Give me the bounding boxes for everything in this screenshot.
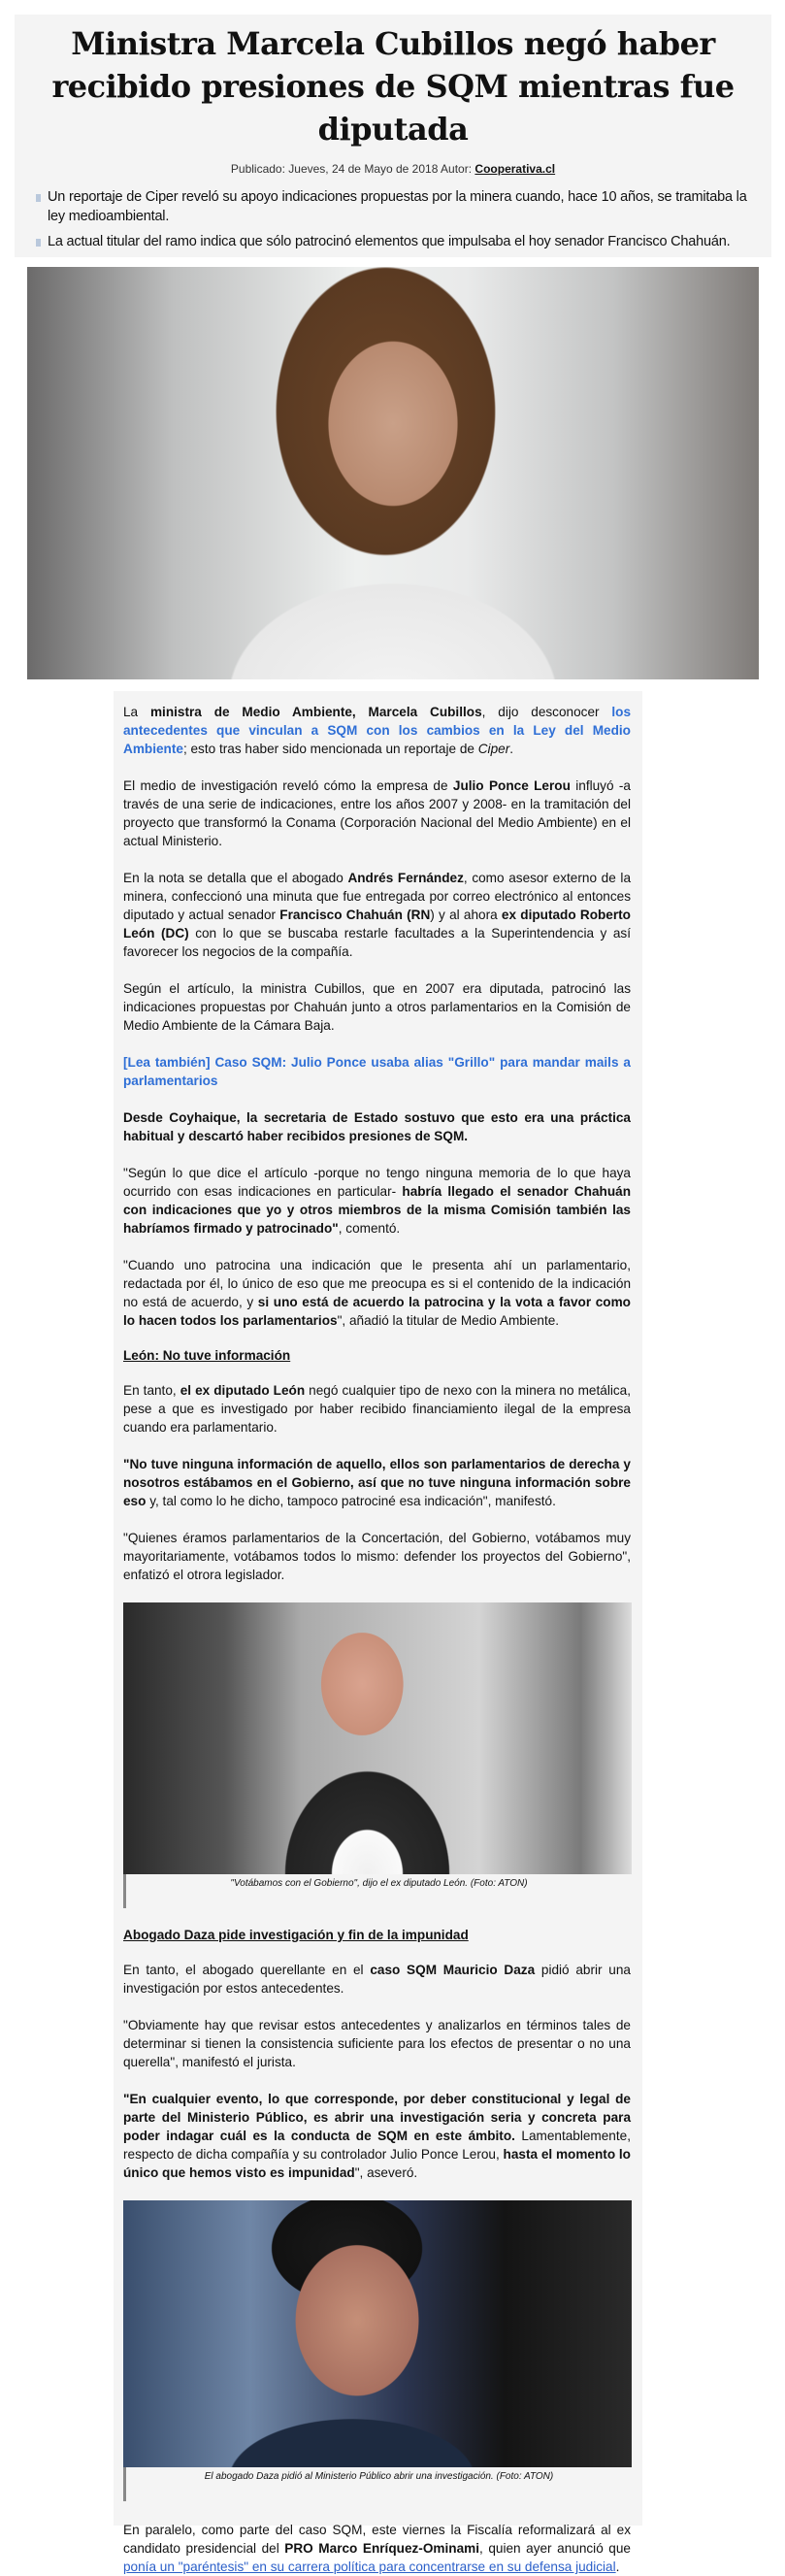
text: , quien ayer anunció que bbox=[479, 2541, 631, 2556]
summary-bullet: Un reportaje de Ciper reveló su apoyo indicaciones propuestas por la minera cuando, hace 10 años, se tramitaba la ley medioambiental. bbox=[36, 187, 752, 226]
bold-text: el ex diputado León bbox=[180, 1383, 306, 1398]
text: influyó -a través de una serie de indicaciones, entre los años 2007 y 2008- en la tramitación del proyecto que transformó la Conama (Corporación Nacional del Medio Ambiente) en el actual Ministerio. bbox=[123, 778, 631, 848]
author-link[interactable]: Cooperativa.cl bbox=[474, 162, 556, 176]
paragraph bbox=[123, 1381, 631, 1437]
section-subheading: León: No tuve información bbox=[123, 1348, 291, 1363]
text: , comentó. bbox=[338, 1221, 401, 1236]
photo-caption: "Votábamos con el Gobierno", dijo el ex diputado León. (Foto: ATON) bbox=[230, 1878, 528, 1889]
paragraph bbox=[123, 1164, 631, 1238]
paragraph bbox=[123, 1529, 631, 1584]
summary-bullet: La actual titular del ramo indica que sólo patrocinó elementos que impulsaba el hoy senador Francisco Chahuán. bbox=[36, 232, 752, 251]
bold-text: caso SQM Mauricio Daza bbox=[370, 1963, 536, 1977]
text: "Obviamente hay que revisar estos antecedentes y analizarlos en términos tales de determinar si tienen la consistencia suficiente para los efectos de presentar o no una querella", manifestó el jurista. bbox=[123, 2018, 631, 2069]
bold-text: "En cualquier evento, lo que corresponde, por deber constitucional y legal de parte del Ministerio Público, es abrir una investigación seria y concreta para poder indagar cuál es la conducta de SQM en este ámbito. bbox=[123, 2092, 631, 2143]
text: . bbox=[509, 742, 513, 756]
text: El medio de investigación reveló cómo la empresa de bbox=[123, 778, 453, 793]
text: La bbox=[123, 705, 150, 719]
bold-text: hasta el momento lo único que hemos visto es impunidad bbox=[123, 2147, 631, 2180]
text: En tanto, bbox=[123, 1383, 180, 1398]
article-meta bbox=[15, 162, 771, 176]
bold-text: ex diputado Roberto León (DC) bbox=[123, 908, 631, 941]
text: , dijo desconocer bbox=[481, 705, 612, 719]
figure bbox=[123, 2200, 632, 2501]
section-subheading: Abogado Daza pide investigación y fin de la impunidad bbox=[123, 1928, 469, 1942]
paragraph bbox=[123, 869, 631, 961]
text: ; esto tras haber sido mencionada un reportaje de bbox=[182, 742, 478, 756]
paragraph bbox=[123, 1108, 631, 1145]
article-link[interactable]: ponía un "paréntesis" en su carrera política para concentrarse en su defensa judicial bbox=[123, 2559, 616, 2574]
paragraph bbox=[123, 1256, 631, 1330]
paragraph bbox=[123, 2090, 631, 2182]
photo-caption: El abogado Daza pidió al Ministerio Público abrir una investigación. (Foto: ATON) bbox=[204, 2471, 554, 2482]
text: ", aseveró. bbox=[354, 2165, 418, 2180]
photo-leon bbox=[123, 1602, 632, 1874]
text: ", añadió la titular de Medio Ambiente. bbox=[337, 1313, 560, 1328]
article-link[interactable]: los antecedentes que vinculan a SQM con los cambios en la Ley del Medio Ambiente bbox=[123, 705, 632, 756]
text: En la nota se detalla que el abogado bbox=[123, 871, 348, 885]
bold-text: Francisco Chahuán (RN bbox=[279, 908, 431, 922]
paragraph bbox=[123, 776, 631, 850]
text: "Quienes éramos parlamentarios de la Concertación, del Gobierno, votábamos muy mayoritariamente, votábamos todos lo mismo: defender los proyectos del Gobierno", enfatizó el otrora legislador. bbox=[123, 1531, 631, 1582]
text: y, tal como lo he dicho, tampoco patrociné esa indicación", manifestó. bbox=[146, 1494, 556, 1508]
bold-text: si uno está de acuerdo la patrocina y la vota a favor como lo hacen todos los parlamentarios bbox=[123, 1295, 631, 1328]
text: pidió abrir una investigación por estos antecedentes. bbox=[123, 1963, 631, 1996]
article-body bbox=[114, 691, 642, 2574]
text: En paralelo, como parte del caso SQM, este viernes la Fiscalía reformalizará al ex candidato presidencial del bbox=[123, 2523, 631, 2556]
text: . bbox=[615, 2559, 620, 2574]
paragraph bbox=[123, 2521, 631, 2576]
bold-text: ministra de Medio Ambiente, Marcela Cubillos bbox=[149, 705, 482, 719]
paragraph bbox=[123, 1961, 631, 1998]
paragraph bbox=[123, 2016, 631, 2071]
bold-text: habría llegado el senador Chahuán con indicaciones que yo y otros miembros de la misma Comisión también las habríamos firmado y patrocinado" bbox=[123, 1184, 631, 1236]
text: En tanto, el abogado querellante en el bbox=[123, 1963, 371, 1977]
text: "Cuando uno patrocina una indicación que le presenta ahí un parlamentario, redactada por él, lo único de eso que me preocupa es si el contenido de la indicación no está de acuerdo, y bbox=[123, 1258, 631, 1309]
bold-text: Andrés Fernández bbox=[347, 871, 464, 885]
text: ) y al ahora bbox=[430, 908, 502, 922]
summary-bullets bbox=[36, 187, 752, 251]
article-link[interactable]: [Lea también] Caso SQM: Julio Ponce usaba alias "Grillo" para mandar mails a parlamentarios bbox=[123, 1055, 631, 1088]
bold-text: Julio Ponce Lerou bbox=[452, 778, 571, 793]
paragraph bbox=[123, 1455, 631, 1510]
text: Lamentablemente, respecto de dicha compañía y su controlador Julio Ponce Lerou, bbox=[123, 2129, 631, 2162]
published-label: Publicado: Jueves, 24 de Mayo de 2018 Autor: bbox=[230, 162, 475, 176]
hero-photo-cubillos bbox=[27, 267, 759, 679]
figure bbox=[123, 1602, 632, 1908]
text: con lo que se buscaba restarle facultades a la Superintendencia y así favorecer los negocios de la compañía. bbox=[123, 926, 632, 959]
article-header bbox=[15, 15, 771, 257]
bold-text: Desde Coyhaique, la secretaria de Estado sostuvo que esto era una práctica habitual y descartó haber recibidos presiones de SQM. bbox=[123, 1110, 631, 1143]
article-title: Ministra Marcela Cubillos negó haber recibido presiones de SQM mientras fue diputada bbox=[51, 25, 735, 148]
paragraph bbox=[123, 1053, 631, 1090]
text: negó cualquier tipo de nexo con la minera no metálica, pese a que es investigado por haber recibido financiamiento ilegal de la empresa cuando era parlamentario. bbox=[123, 1383, 631, 1435]
bold-text: PRO Marco Enríquez-Ominami bbox=[284, 2541, 479, 2556]
bold-text: "No tuve ninguna información de aquello, ellos son parlamentarios de derecha y nosotros estábamos en el Gobierno, así que no tuve ninguna información sobre eso bbox=[123, 1457, 631, 1508]
photo-daza bbox=[123, 2200, 632, 2467]
text: Según el artículo, la ministra Cubillos, que en 2007 era diputada, patrocinó las indicaciones propuestas por Chahuán junto a otros parlamentarios en la Comisión de Medio Ambiente de la Cámara Baja. bbox=[123, 981, 631, 1033]
paragraph bbox=[123, 703, 631, 758]
text: "Según lo que dice el artículo -porque no tengo ninguna memoria de lo que haya ocurrido con esas indicaciones en particular- bbox=[123, 1166, 631, 1199]
paragraph bbox=[123, 979, 631, 1035]
text: , como asesor externo de la minera, confeccionó una minuta que fue entregada por correo electrónico al entonces diputado y actual senador bbox=[123, 871, 631, 922]
text: Ciper bbox=[477, 742, 510, 756]
